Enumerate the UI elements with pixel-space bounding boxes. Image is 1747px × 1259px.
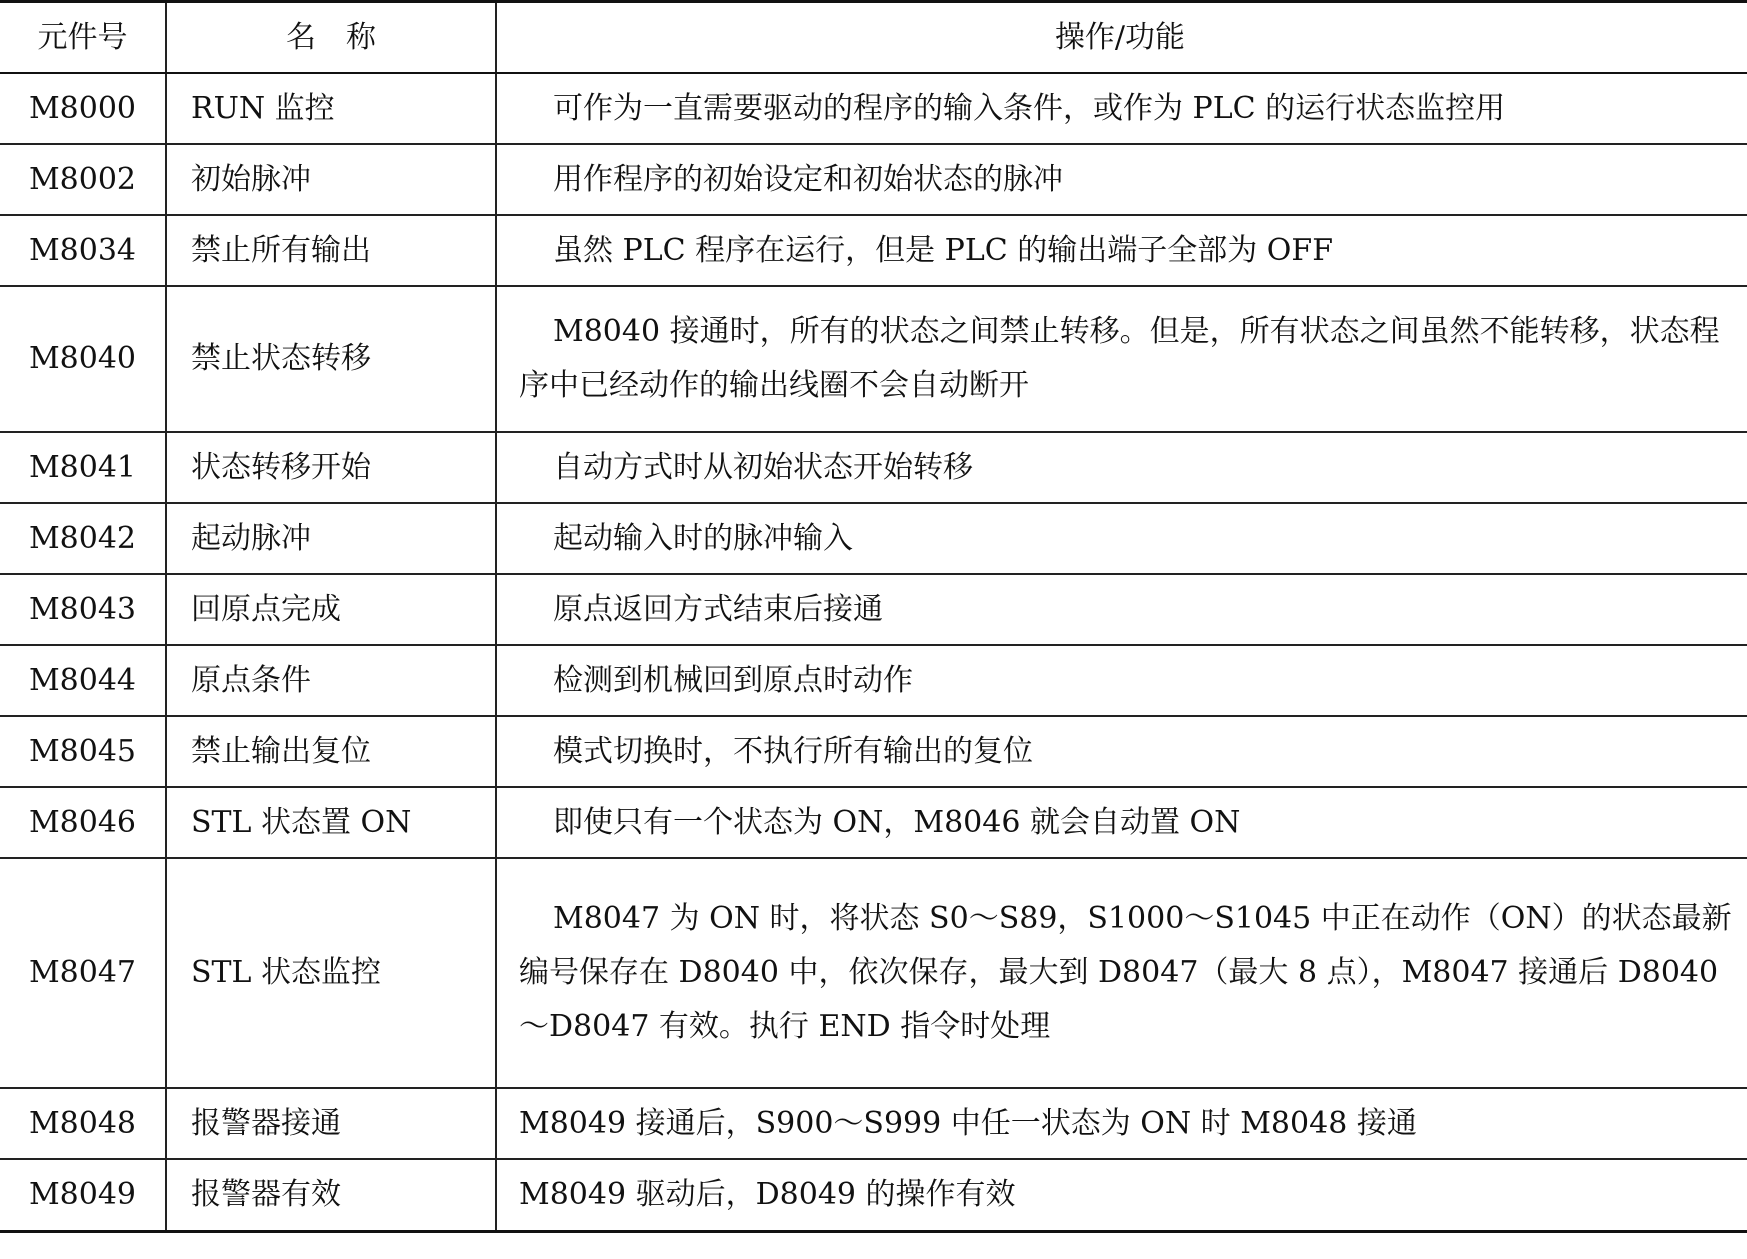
cell-desc: M8049 接通后，S900～S999 中任一状态为 ON 时 M8048 接通 xyxy=(496,1088,1747,1159)
cell-id: M8047 xyxy=(0,858,166,1088)
cell-id: M8002 xyxy=(0,144,166,215)
cell-id: M8034 xyxy=(0,215,166,286)
cell-desc: 原点返回方式结束后接通 xyxy=(496,574,1747,645)
cell-desc: 即使只有一个状态为 ON，M8046 就会自动置 ON xyxy=(496,787,1747,858)
cell-desc: 可作为一直需要驱动的程序的输入条件，或作为 PLC 的运行状态监控用 xyxy=(496,73,1747,144)
cell-desc: 模式切换时，不执行所有输出的复位 xyxy=(496,716,1747,787)
table-row xyxy=(0,645,1747,716)
table-row xyxy=(0,787,1747,858)
cell-name: 原点条件 xyxy=(166,645,496,716)
header-id: 元件号 xyxy=(0,2,166,74)
cell-name: 起动脉冲 xyxy=(166,503,496,574)
cell-desc: 起动输入时的脉冲输入 xyxy=(496,503,1747,574)
table-row xyxy=(0,432,1747,503)
cell-name: 禁止输出复位 xyxy=(166,716,496,787)
cell-name: 禁止所有输出 xyxy=(166,215,496,286)
cell-id: M8041 xyxy=(0,432,166,503)
table-row xyxy=(0,73,1747,144)
table-header-row xyxy=(0,2,1747,74)
table-row xyxy=(0,215,1747,286)
cell-id: M8046 xyxy=(0,787,166,858)
cell-desc: 自动方式时从初始状态开始转移 xyxy=(496,432,1747,503)
cell-id: M8044 xyxy=(0,645,166,716)
cell-id: M8049 xyxy=(0,1159,166,1231)
cell-desc: 检测到机械回到原点时动作 xyxy=(496,645,1747,716)
cell-id: M8000 xyxy=(0,73,166,144)
cell-id: M8042 xyxy=(0,503,166,574)
cell-id: M8043 xyxy=(0,574,166,645)
cell-desc: 虽然 PLC 程序在运行，但是 PLC 的输出端子全部为 OFF xyxy=(496,215,1747,286)
cell-desc: M8047 为 ON 时，将状态 S0～S89，S1000～S1045 中正在动作（ON）的状态最新编号保存在 D8040 中，依次保存，最大到 D8047（最大 8 点），M8047 接通后 D8040～D8047 有效。执行 END 指令时处理 xyxy=(496,858,1747,1088)
cell-name: 报警器接通 xyxy=(166,1088,496,1159)
header-desc: 操作/功能 xyxy=(496,2,1747,74)
cell-name: 报警器有效 xyxy=(166,1159,496,1231)
cell-name: STL 状态置 ON xyxy=(166,787,496,858)
table-row xyxy=(0,858,1747,1088)
table-row xyxy=(0,503,1747,574)
cell-id: M8040 xyxy=(0,286,166,432)
cell-desc: M8040 接通时，所有的状态之间禁止转移。但是，所有状态之间虽然不能转移，状态程序中已经动作的输出线圈不会自动断开 xyxy=(496,286,1747,432)
cell-name: RUN 监控 xyxy=(166,73,496,144)
cell-desc: M8049 驱动后，D8049 的操作有效 xyxy=(496,1159,1747,1231)
cell-desc: 用作程序的初始设定和初始状态的脉冲 xyxy=(496,144,1747,215)
cell-id: M8048 xyxy=(0,1088,166,1159)
cell-id: M8045 xyxy=(0,716,166,787)
cell-name: 回原点完成 xyxy=(166,574,496,645)
table-row xyxy=(0,574,1747,645)
table-row xyxy=(0,286,1747,432)
table-row xyxy=(0,716,1747,787)
cell-name: 状态转移开始 xyxy=(166,432,496,503)
table-row xyxy=(0,1088,1747,1159)
table-row xyxy=(0,1159,1747,1231)
cell-name: 禁止状态转移 xyxy=(166,286,496,432)
cell-name: STL 状态监控 xyxy=(166,858,496,1088)
table-row xyxy=(0,144,1747,215)
header-name: 名 称 xyxy=(166,2,496,74)
cell-name: 初始脉冲 xyxy=(166,144,496,215)
